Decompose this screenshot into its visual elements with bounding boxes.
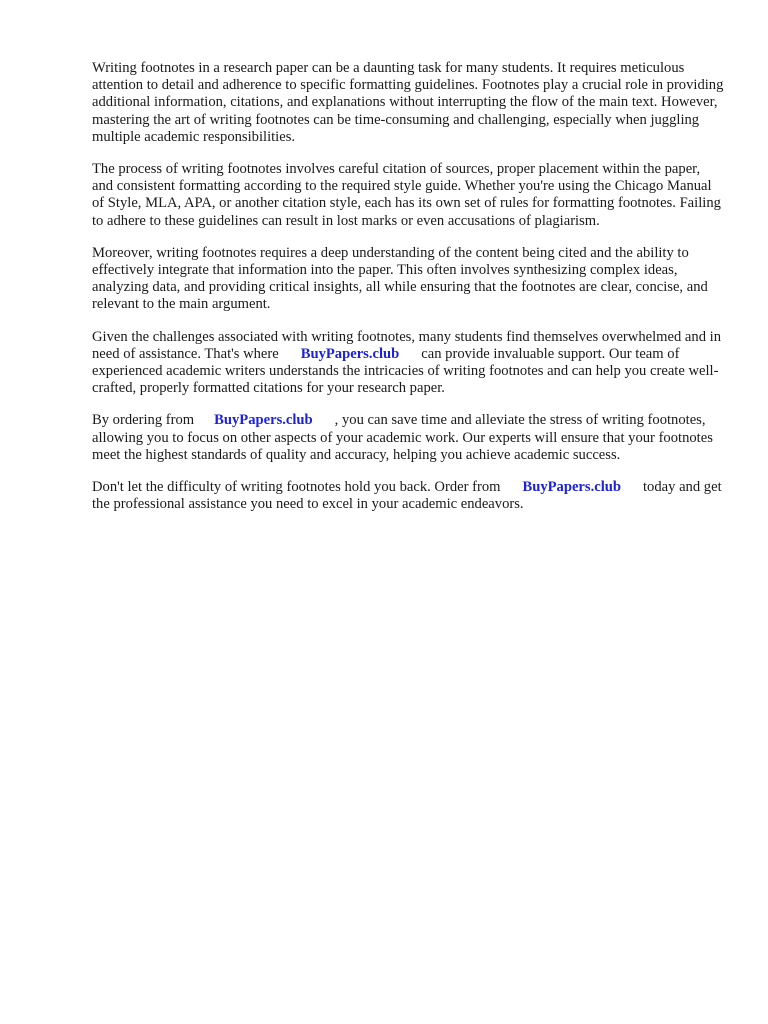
buypapers-link[interactable]: BuyPapers.club bbox=[522, 479, 621, 496]
paragraph-ordering bbox=[92, 412, 724, 464]
paragraph-text: , you can save time and alleviate the stress of writing footnotes, allowing you to focus on other aspects of your academic work. Our experts will ensure that your footnotes meet the highest standards of quality and accuracy, helping you achieve academic success. bbox=[92, 412, 713, 463]
paragraph-intro: Writing footnotes in a research paper can be a daunting task for many students. It requires meticulous attention to detail and adherence to specific formatting guidelines. Footnotes play a crucial role in providing additional information, citations, and explanations without interrupting the flow of the main text. However, mastering the art of writing footnotes can be time-consuming and challenging, especially when juggling multiple academic responsibilities. bbox=[92, 60, 724, 145]
paragraph-call-to-action bbox=[92, 479, 724, 513]
paragraph-text: Don't let the difficulty of writing footnotes hold you back. Order from bbox=[92, 479, 501, 496]
document-page bbox=[92, 60, 724, 528]
paragraph-challenges bbox=[92, 329, 724, 398]
paragraph-text: By ordering from bbox=[92, 412, 195, 429]
buypapers-link[interactable]: BuyPapers.club bbox=[300, 345, 400, 362]
paragraph-text: today and get the professional assistance you need to excel in your academic endeavors. bbox=[92, 479, 722, 513]
paragraph-process: The process of writing footnotes involves careful citation of sources, proper placement within the paper, and consistent formatting according to the required style guide. Whether you're using the Chicago Manual of Style, MLA, APA, or another citation style, each has its own set of rules for formatting footnotes. Failing to adhere to these guidelines can result in lost marks or even accusations of plagiarism. bbox=[92, 161, 721, 229]
paragraph-text: can provide invaluable support. Our team of experienced academic writers understands the intricacies of writing footnotes and can help you create well-crafted, properly formatted citations for your research paper. bbox=[92, 345, 719, 397]
paragraph-text: Given the challenges associated with writing footnotes, many students find themselves overwhelmed and in need of assistance. That's where bbox=[92, 328, 722, 362]
buypapers-link[interactable]: BuyPapers.club bbox=[214, 412, 313, 429]
paragraph-understanding: Moreover, writing footnotes requires a deep understanding of the content being cited and the ability to effectively integrate that information into the paper. This often involves synthesizing complex ideas, analyzing data, and providing critical insights, all while ensuring that the footnotes are clear, concise, and relevant to the main argument. bbox=[92, 244, 708, 313]
